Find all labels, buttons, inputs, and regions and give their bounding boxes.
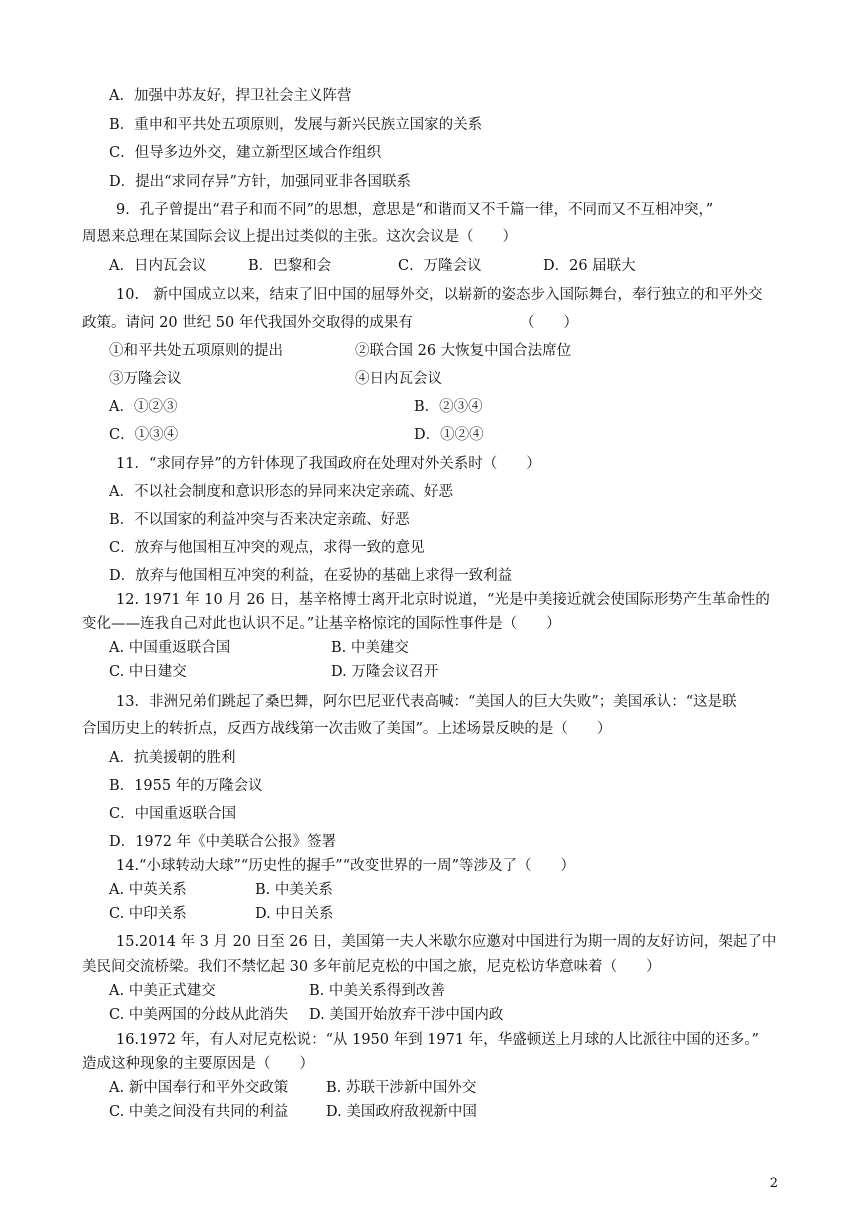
q11-option-c: C．放弃与他国相互冲突的观点，求得一致的意见 [109,540,425,556]
q8-option-b: B．重申和平共处五项原则，发展与新兴民族立国家的关系 [109,117,483,133]
q16-option-b: B. 苏联干涉新中国外交 [326,1080,477,1096]
q10-item-2: ②联合国 26 大恢复中国合法席位 [355,343,572,359]
q16-stem-line1: 16.1972 年，有人对尼克松说：“从 1950 年到 1971 年，华盛顿送上月球的人比派往中国的还多。” [116,1032,759,1048]
q12-option-a: A. 中国重返联合国 [109,640,231,656]
q10-item-3: ③万隆会议 [109,371,182,387]
q12-option-c: C. 中日建交 [109,664,187,680]
q14-stem: 14.“小球转动大球”“历史性的握手”“改变世界的一周”等涉及了（ ） [116,858,576,874]
q8-option-c: C．但导多边外交，建立新型区域合作组织 [109,145,382,161]
q15-stem-line2: 美民间交流桥梁。我们不禁忆起 30 多年前尼克松的中国之旅，尼克松访华意味着（ ） [82,959,661,975]
q9-option-c: C．万隆会议 [398,258,482,274]
page-number: 2 [769,1176,778,1191]
q16-option-d: D. 美国政府敌视新中国 [326,1104,477,1120]
q13-option-b: B．1955 年的万隆会议 [109,778,263,794]
q16-option-a: A. 新中国奉行和平外交政策 [109,1080,289,1096]
q13-option-d: D．1972 年《中美联合公报》签署 [109,834,337,850]
q13-stem-line2: 合国历史上的转折点，反西方战线第一次击败了美国”。上述场景反映的是（ ） [82,721,612,737]
q10-option-d: D．①②④ [414,427,484,443]
q15-option-d: D. 美国开始放弃干涉中国内政 [309,1007,504,1023]
q15-option-c: C. 中美两国的分歧从此消失 [109,1007,289,1023]
q12-stem-line1: 12. 1971 年 10 月 26 日，基辛格博士离开北京时说道，“光是中美接近就会使国际形势产生革命性的 [116,592,770,608]
q10-option-a: A．①②③ [109,399,178,415]
q8-option-a: A．加强中苏友好，捍卫社会主义阵营 [109,88,352,104]
q9-option-b: B．巴黎和会 [248,258,332,274]
q16-option-c: C. 中美之间没有共同的利益 [109,1104,289,1120]
q11-option-d: D．放弃与他国相互冲突的利益，在妥协的基础上求得一致利益 [109,568,513,584]
q14-option-b: B. 中美关系 [255,882,333,898]
q9-stem-line1: 9．孔子曾提出“君子和而不同”的思想，意思是“和谐而又不千篇一律，不同而又不互相冲突，” [116,202,714,218]
q12-option-d: D. 万隆会议召开 [331,664,439,680]
q11-stem: 11．“求同存异”的方针体现了我国政府在处理对外关系时（ ） [116,456,541,472]
q9-option-a: A．日内瓦会议 [109,258,207,274]
q13-option-c: C．中国重返联合国 [109,806,237,822]
q9-stem-line2: 周恩来总理在某国际会议上提出过类似的主张。这次会议是（ ） [82,229,517,245]
q10-answer-paren: （ ） [520,315,578,331]
q11-option-b: B．不以国家的利益冲突与否来决定亲疏、好恶 [109,512,410,528]
q15-stem-line1: 15.2014 年 3 月 20 日至 26 日，美国第一夫人米歇尔应邀对中国进行为期一周的友好访问，架起了中 [116,934,777,950]
q10-item-1: ①和平共处五项原则的提出 [109,343,283,359]
q8-option-d: D．提出“求同存异”方针，加强同亚非各国联系 [109,174,411,190]
q15-option-b: B. 中美关系得到改善 [309,983,445,999]
q10-stem-line1: 10. 新中国成立以来，结束了旧中国的屈辱外交，以崭新的姿态步入国际舞台，奉行独立的和平外交 [116,287,763,303]
q11-option-a: A．不以社会制度和意识形态的异同来决定亲疏、好恶 [109,484,453,500]
q16-stem-line2: 造成这种现象的主要原因是（ ） [82,1056,314,1072]
q12-stem-line2: 变化——连我自己对此也认识不足。”让基辛格惊诧的国际性事件是（ ） [82,616,561,632]
q10-option-b: B．②③④ [414,399,483,415]
q15-option-a: A. 中美正式建交 [109,983,216,999]
q10-stem-line2: 政策。请问 20 世纪 50 年代我国外交取得的成果有 [82,315,413,331]
q14-option-a: A. 中英关系 [109,882,187,898]
q13-option-a: A．抗美援朝的胜利 [109,750,236,766]
q12-option-b: B. 中美建交 [331,640,409,656]
q9-option-d: D．26 届联大 [543,258,636,274]
q14-option-d: D. 中日关系 [255,906,334,922]
q10-option-c: C．①③④ [109,427,179,443]
q10-item-4: ④日内瓦会议 [355,371,442,387]
q14-option-c: C. 中印关系 [109,906,187,922]
q13-stem-line1: 13．非洲兄弟们跳起了桑巴舞，阿尔巴尼亚代表高喊：“美国人的巨大失败”；美国承认：“这是联 [116,694,737,710]
